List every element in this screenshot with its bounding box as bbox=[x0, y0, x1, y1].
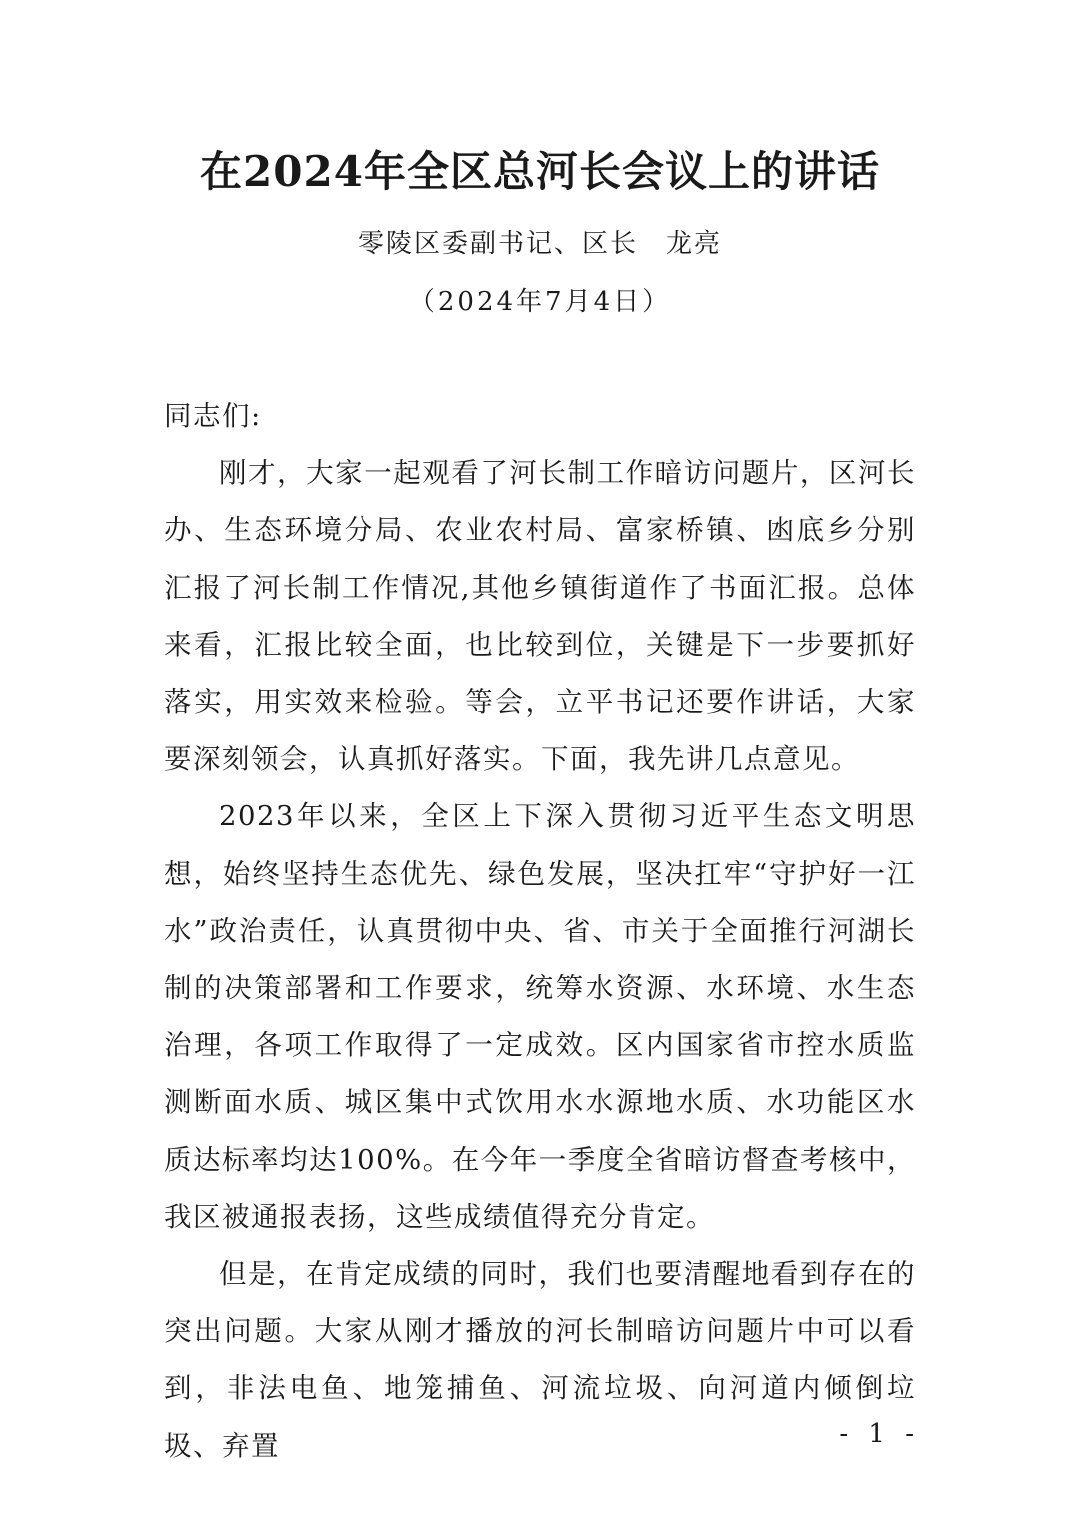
salutation: 同志们: bbox=[164, 400, 262, 432]
body-paragraph: 2023年以来，全区上下深入贯彻习近平生态文明思想，始终坚持生态优先、绿色发展，坚决扛牢“守护好一江水”政治责任，认真贯彻中央、省、市关于全面推行河湖长制的决策部署和工作要求，统筹水资源、水环境、水生态治理，各项工作取得了一定成效。区内国家省市控水质监测断面水质、城区集中式饮用水水源地水质、水功能区水质达标率均达100%。在今年一季度全省暗访督查考核中，我区被通报表扬，这些成绩值得充分肯定。 bbox=[164, 800, 916, 1233]
speaker-name: 龙亮 bbox=[666, 229, 723, 259]
page-number: - 1 - bbox=[839, 1419, 920, 1449]
speech-date: （2024年7月4日） bbox=[408, 287, 672, 317]
body-paragraph: 刚才，大家一起观看了河长制工作暗访问题片，区河长办、生态环境分局、农业农村局、富家桥镇、凼底乡分别汇报了河长制工作情况,其他乡镇街道作了书面汇报。总体来看，汇报比较全面，也比较到位，关键是下一步要抓好落实，用实效来检验。等会，立平书记还要作讲话，大家要深刻领会，认真抓好落实。下面，我先讲几点意见。 bbox=[164, 457, 916, 776]
document-title: 在2024年全区总河长会议上的讲话 bbox=[200, 147, 880, 196]
body-paragraph: 但是，在肯定成绩的同时，我们也要清醒地看到存在的突出问题。大家从刚才播放的河长制暗访问题片中可以看到，非法电鱼、地笼捕鱼、河流垃圾、向河道内倾倒垃圾、弃置 bbox=[164, 1258, 916, 1462]
speaker-byline bbox=[0, 222, 1080, 266]
speaker-position: 零陵区委副书记、区长 bbox=[357, 229, 638, 259]
speech-body bbox=[164, 388, 916, 1475]
